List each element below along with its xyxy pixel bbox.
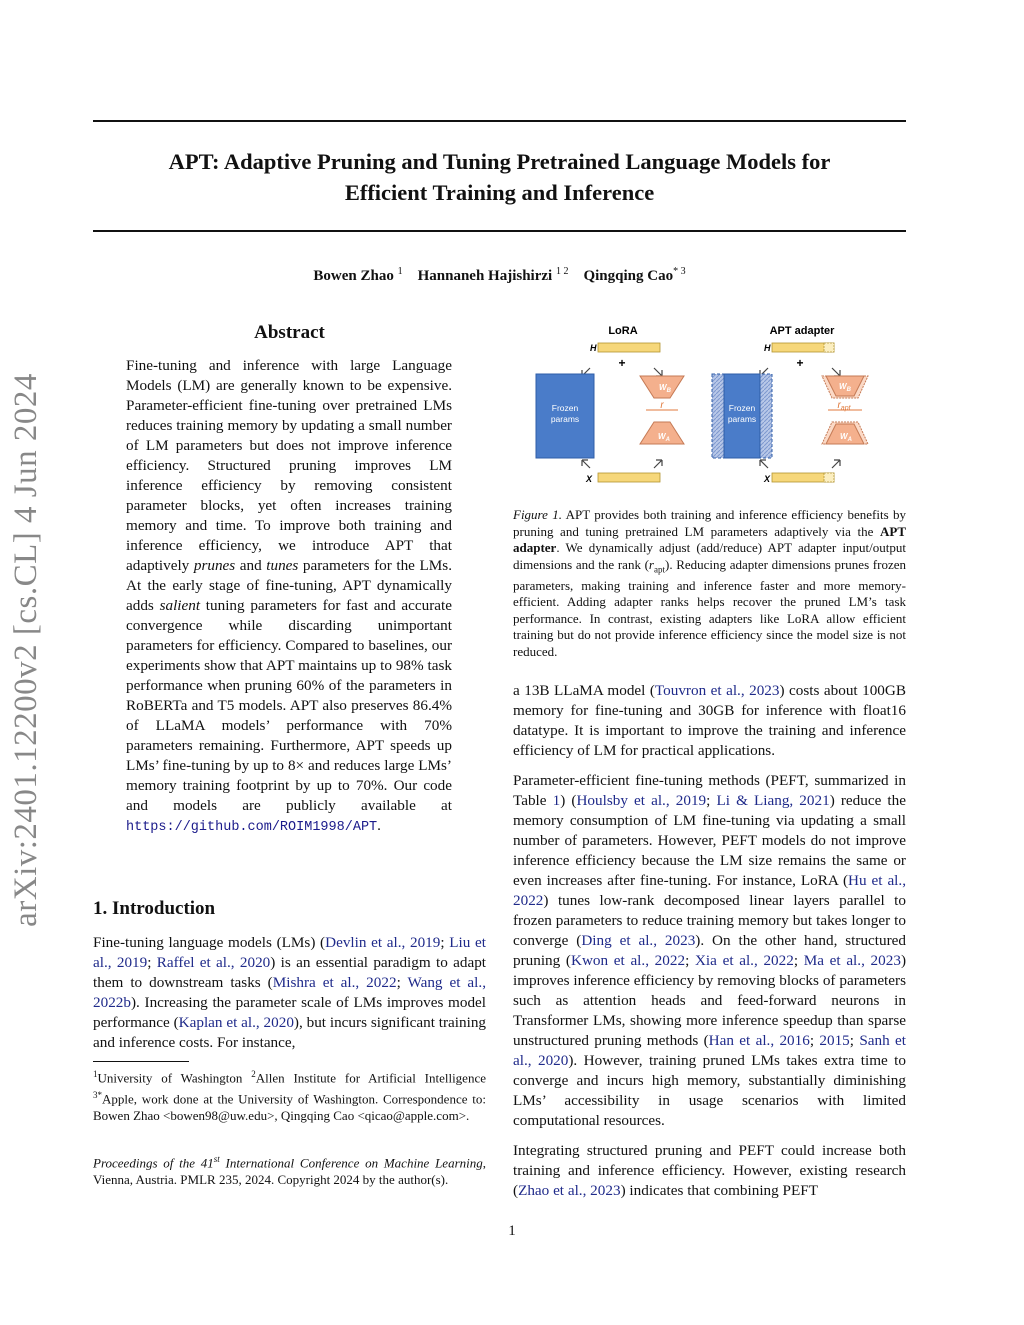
affiliation-footnote: [93, 1066, 486, 1124]
rank-label: r: [660, 400, 664, 411]
wa-label: $W_A$: [658, 432, 670, 443]
plus-icon: +: [796, 356, 804, 370]
body-text: ). Increasing the parameter scale of LMs improves model performance (: [93, 994, 486, 1031]
footnote-text: Allen Institute for Artificial Intelligence: [255, 1070, 486, 1086]
abstract-heading: Abstract: [254, 322, 325, 343]
right-paragraph-1: [513, 681, 906, 761]
proceedings-text: Proceedings of the 41: [93, 1155, 214, 1171]
right-paragraph-2: [513, 771, 906, 1131]
h-label: H: [590, 343, 597, 353]
author-affiliation: 1 2: [555, 266, 569, 277]
body-text: ;: [849, 1032, 860, 1049]
citation-link[interactable]: Touvron et al., 2023: [654, 682, 780, 699]
body-text: ) costs about 100GB memory for fine-tuning and 30GB for inference with float16 datatype. It is important to improve the training and inference efficiency of LM for practical applications.: [513, 682, 906, 759]
caption-bold: APT adapter: [513, 523, 906, 555]
body-text: Integrating structured pruning and PEFT could increase both training and inference efficiency. However, existing research (: [513, 1142, 906, 1199]
footnote-mark: 1: [93, 1069, 98, 1079]
body-text: Parameter-efficient fine-tuning methods (PEFT, summarized in Table: [513, 772, 906, 809]
abstract-emph: prunes: [193, 557, 236, 574]
body-text: ) (: [560, 792, 577, 809]
abstract-body: [126, 356, 452, 838]
apt-adapter-title: APT adapter: [769, 325, 835, 337]
right-paragraph-3: [513, 1141, 906, 1201]
paper-title: [93, 146, 906, 208]
body-text: ;: [793, 952, 804, 969]
citation-link[interactable]: Zhao et al., 2023: [518, 1182, 621, 1199]
proceedings-note: [93, 1151, 486, 1188]
caption-math: r: [648, 556, 654, 572]
frozen-label: Frozen: [728, 403, 756, 413]
code-url-link[interactable]: https://github.com/ROIM1998/APT: [126, 820, 378, 835]
proceedings-text: International Conference on Machine Learning: [219, 1155, 483, 1171]
body-text: Fine-tuning language models (LMs) (: [93, 934, 326, 951]
citation-link[interactable]: Devlin et al., 2019: [325, 934, 441, 951]
body-text: ;: [706, 792, 717, 809]
lora-title: LoRA: [608, 325, 638, 337]
body-text: ) indicates that combining PEFT: [620, 1182, 818, 1199]
body-text: ;: [396, 974, 408, 991]
body-text: ) improves inference efficiency by removing blocks of parameters such as attention heads and feed-forward neurons in Transformer LMs, showing more inference speedup than sparse unstructured pruning methods (: [513, 952, 906, 1049]
arrow-icon: [654, 368, 662, 376]
author-affiliation: 1: [397, 266, 403, 277]
figure-1-caption: [513, 507, 906, 660]
arrow-icon: [760, 460, 768, 468]
x-bar: [598, 473, 660, 482]
abstract-text: and: [235, 557, 267, 574]
x-label: X: [586, 474, 593, 484]
author-affiliation: * 3: [673, 266, 686, 277]
params-label: params: [727, 414, 757, 424]
citation-link[interactable]: 2015: [819, 1032, 850, 1049]
arrow-icon: [832, 460, 840, 468]
citation-link[interactable]: Wang et al., 2022b: [93, 974, 486, 1011]
citation-link[interactable]: Kaplan et al., 2020: [178, 1014, 294, 1031]
citation-link[interactable]: Kwon et al., 2022: [571, 952, 686, 969]
body-text: ). However, training pruned LMs takes extra time to converge and incurs high memory, substantially diminishing LMs’ accessibility in usage scenarios with limited computational resources.: [513, 1052, 906, 1129]
citation-link[interactable]: Ding et al., 2023: [581, 932, 696, 949]
caption-text: ). Reducing adapter dimensions prunes frozen parameters, making training and inference faster and more memory-efficient. Adding adapter ranks helps recover the pruned LM’s task performance. In contrast, existing adapters like LoRA allow efficient training but do not provide inference efficiency since the model size is not reduced.: [513, 556, 906, 659]
title-line-1: APT: Adaptive Pruning and Tuning Pretrained Language Models for: [168, 149, 831, 174]
body-text: ) tunes low-rank decomposed linear layers parallel to frozen parameters to reduce training memory but takes longer to converge (: [513, 892, 906, 949]
arrow-icon: [832, 368, 840, 376]
figure-1-diagram: [528, 318, 888, 488]
author-name: Hannaneh Hajishirzi: [417, 268, 553, 284]
frozen-label: Frozen: [551, 403, 579, 413]
abstract-text: Fine-tuning and inference with large Language Models (LM) are generally known to be expensive. Parameter-efficient fine-tuning over pretrained LMs reduces training memory by updating a small number of LM parameters but does not improve inference efficiency. Structured pruning improves LM inference efficiency by removing consistent parameter blocks, yet often increases training memory and time. To improve both training and inference efficiency, we introduce APT that adaptively: [126, 357, 452, 574]
body-text: ;: [809, 1032, 820, 1049]
section-heading-introduction: 1. Introduction: [93, 898, 216, 919]
citation-link[interactable]: Han et al., 2016: [708, 1032, 810, 1049]
footnote-rule: [93, 1061, 189, 1062]
abstract-text: parameters for the LMs. At the early stage of fine-tuning, APT dynamically adds: [126, 557, 452, 614]
citation-link[interactable]: Liu et al., 2019: [93, 934, 486, 971]
body-text: ;: [685, 952, 695, 969]
h-bar: [598, 343, 660, 352]
footnote-text: Apple, work done at the University of Washington. Correspondence to: Bowen Zhao <bowen98@uw.edu>, Qingqing Cao <qicao@apple.com>.: [93, 1091, 486, 1123]
title-top-rule: [93, 120, 906, 122]
citation-link[interactable]: Sanh et al., 2020: [513, 1032, 906, 1069]
title-bottom-rule: [93, 230, 906, 232]
citation-link[interactable]: Li & Liang, 2021: [716, 792, 830, 809]
abstract-text: .: [377, 817, 381, 834]
wb-label: $W_B$: [659, 383, 671, 394]
body-text: ), but incurs significant training and inference costs. For instance,: [93, 1014, 487, 1051]
abstract-emph: tunes: [266, 557, 299, 574]
title-line-2: Efficient Training and Inference: [344, 180, 655, 205]
body-text: ;: [147, 954, 157, 971]
wa-label: $W_A$: [840, 432, 852, 443]
params-label: params: [550, 414, 580, 424]
body-text: ;: [440, 934, 450, 951]
page-number: 1: [508, 1223, 516, 1239]
citation-link[interactable]: Mishra et al., 2022: [272, 974, 397, 991]
table-ref-link[interactable]: 1: [552, 792, 561, 809]
citation-link[interactable]: Houlsby et al., 2019: [576, 792, 707, 809]
intro-paragraph: [93, 933, 486, 1053]
x-bar-pruned: [824, 473, 834, 482]
x-label: X: [764, 474, 771, 484]
citation-link[interactable]: Xia et al., 2022: [694, 952, 794, 969]
rank-apt-label: $r_{apt}$: [837, 400, 851, 412]
proceedings-text: , Vienna, Austria. PMLR 235, 2024. Copyright 2024 by the author(s).: [93, 1155, 486, 1187]
citation-link[interactable]: Raffel et al., 2020: [156, 954, 271, 971]
author-name: Bowen Zhao: [313, 268, 394, 284]
h-bar-pruned: [824, 343, 834, 352]
arrow-icon: [654, 460, 662, 468]
caption-text: APT provides both training and inference efficiency benefits by pruning and tuning pretrained LM parameters adaptively via the: [513, 507, 906, 539]
plus-icon: +: [618, 356, 626, 370]
author-list: [93, 266, 906, 285]
h-label: H: [764, 343, 771, 353]
body-text: ). On the other hand, structured pruning (: [513, 932, 906, 969]
body-text: ) is an essential paradigm to adapt them to downstream tasks (: [93, 954, 487, 991]
arxiv-stamp-text: arXiv:2401.12200v2 [cs.CL] 4 Jun 2024: [8, 373, 44, 927]
author-name: Qingqing Cao: [583, 268, 674, 284]
caption-text: . We dynamically adjust (add/reduce) APT adapter input/output dimensions and the rank (: [513, 540, 906, 572]
body-text: a 13B LLaMA model (: [513, 682, 655, 699]
proceedings-sup: st: [213, 1154, 220, 1164]
wb-label: $W_B$: [839, 382, 851, 393]
body-text: ) reduce the memory consumption of LM fine-tuning via updating a small number of parameters. However, PEFT models do not improve inference efficiency because the LM size remains the same or even increases after fine-tuning. For instance, LoRA (: [513, 792, 906, 889]
footnote-mark: 2: [251, 1069, 256, 1079]
citation-link[interactable]: Hu et al., 2022: [513, 872, 907, 909]
caption-math-sub: apt: [653, 564, 665, 575]
footnote-mark: 3*: [93, 1089, 102, 1100]
citation-link[interactable]: Ma et al., 2023: [803, 952, 901, 969]
abstract-emph: salient: [159, 597, 201, 614]
abstract-text: tuning parameters for fast and accurate convergence while discarding unimportant parameters for efficiency. Compared to baselines, our experiments show that APT maintains up to 98% task performance when pruning 60% of the parameters in RoBERTa and T5 models. APT also preserves 86.4% of LLaMA models’ performance with 70% parameters remaining. Furthermore, APT speeds up LMs’ fine-tuning by up to 8× and reduces large LMs’ memory training footprint by up to 70%. Our code and models are publicly available at: [126, 597, 453, 814]
caption-label: Figure 1.: [513, 507, 562, 522]
arrow-icon: [582, 460, 590, 468]
footnote-text: University of Washington: [97, 1070, 252, 1086]
